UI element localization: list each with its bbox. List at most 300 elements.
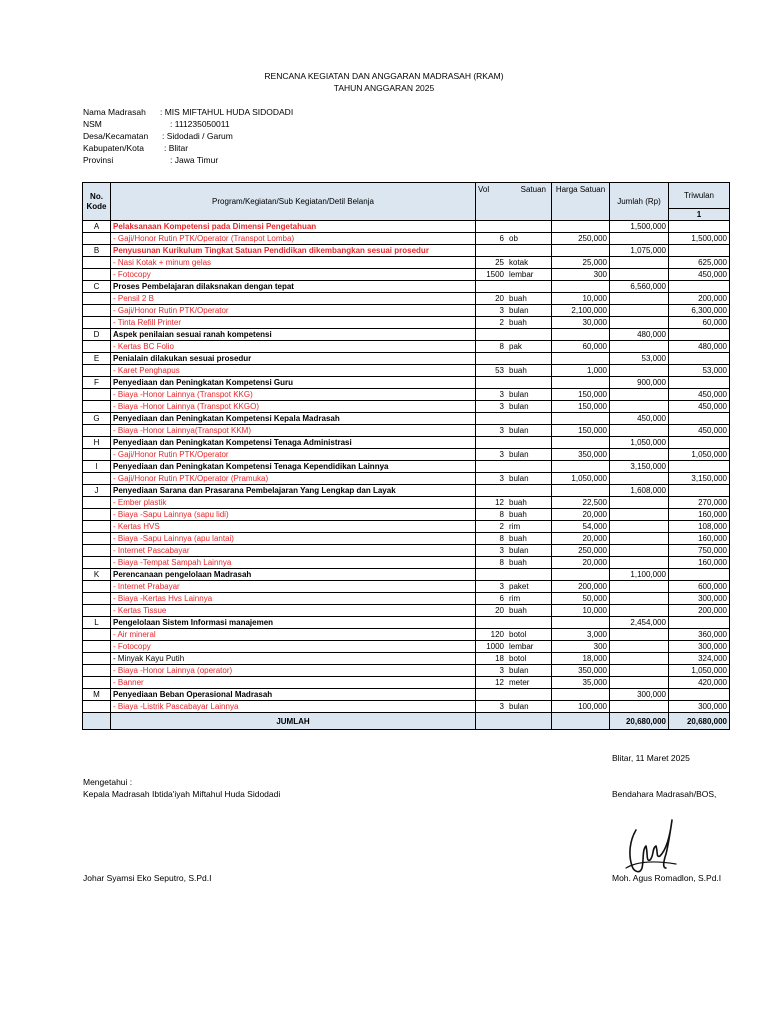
harga-cell [552,329,610,341]
kode-cell: F [83,377,111,389]
vol-value: 2 [499,522,504,531]
jumlah-cell: 1,500,000 [610,221,669,233]
program-cell: - Kertas HVS [111,521,476,533]
satuan-value: buah [509,606,527,615]
vol-cell [476,257,552,269]
kode-cell [83,449,111,461]
item-row [83,545,730,557]
triwulan-1-cell [669,617,730,629]
harga-cell: 250,000 [552,545,610,557]
triwulan-1-cell: 450,000 [669,401,730,413]
program-cell: Perencanaan pengelolaan Madrasah [111,569,476,581]
triwulan-1-cell: 53,000 [669,365,730,377]
kode-cell: L [83,617,111,629]
bendahara-title: Bendahara Madrasah/BOS, [612,789,717,799]
item-row [83,521,730,533]
satuan-value: bulan [509,306,529,315]
vol-cell [476,533,552,545]
jumlah-cell: 53,000 [610,353,669,365]
kode-cell [83,509,111,521]
vol-cell [476,377,552,389]
kode-cell: G [83,413,111,425]
bendahara-name: Moh. Agus Romadlon, S.Pd.I [612,873,722,883]
jumlah-cell: 300,000 [610,689,669,701]
satuan-value: kotak [509,258,529,267]
jumlah-cell [610,293,669,305]
jumlah-cell [610,401,669,413]
triwulan-1-cell: 450,000 [669,269,730,281]
program-cell: - Biaya -Kertas Hvs Lainnya [111,593,476,605]
triwulan-1-cell: 300,000 [669,641,730,653]
harga-cell: 350,000 [552,665,610,677]
satuan-value: buah [509,318,527,327]
jumlah-cell [610,365,669,377]
kode-cell [83,533,111,545]
jumlah-cell [610,545,669,557]
program-cell: Penyusunan Kurikulum Tingkat Satuan Pendidikan dikembangkan sesuai prosedur [111,245,476,257]
program-cell: - Kertas Tissue [111,605,476,617]
vol-cell [476,581,552,593]
total-harga-cell [552,713,610,730]
kode-cell [83,305,111,317]
satuan-value: bulan [509,390,529,399]
harga-cell: 18,000 [552,653,610,665]
triwulan-1-cell: 324,000 [669,653,730,665]
info-value: : Jawa Timur [170,155,219,165]
item-row [83,293,730,305]
harga-cell [552,569,610,581]
harga-cell: 10,000 [552,293,610,305]
satuan-value: bulan [509,474,529,483]
info-value: : Blitar [164,143,189,153]
vol-cell [476,437,552,449]
harga-cell: 200,000 [552,581,610,593]
header-vol: Vol [478,185,490,194]
kode-cell: M [83,689,111,701]
info-row-nama [83,106,294,118]
vol-value: 3 [499,426,504,435]
vol-value: 20 [495,606,504,615]
header-program: Program/Kegiatan/Sub Kegiatan/Detil Belanja [111,183,476,221]
triwulan-1-cell: 200,000 [669,605,730,617]
program-cell: - Fotocopy [111,269,476,281]
vol-cell [476,701,552,713]
jumlah-cell: 6,560,000 [610,281,669,293]
vol-value: 8 [499,342,504,351]
vol-value: 1000 [486,642,504,651]
vol-cell [476,677,552,689]
jumlah-cell [610,389,669,401]
info-row-desa [83,130,233,142]
header-triwulan-1: 1 [669,209,730,221]
kode-cell [83,389,111,401]
satuan-value: buah [509,558,527,567]
triwulan-1-cell: 600,000 [669,581,730,593]
vol-cell [476,485,552,497]
harga-cell: 2,100,000 [552,305,610,317]
satuan-value: bulan [509,450,529,459]
triwulan-1-cell: 1,050,000 [669,449,730,461]
kode-cell [83,593,111,605]
section-row [83,221,730,233]
harga-cell [552,245,610,257]
kode-cell [83,257,111,269]
program-cell: - Gaji/Honor Rutin PTK/Operator (Transpot Lomba) [111,233,476,245]
vol-cell [476,497,552,509]
jumlah-cell [610,497,669,509]
triwulan-1-cell: 300,000 [669,701,730,713]
vol-value: 3 [499,402,504,411]
vol-value: 53 [495,366,504,375]
kode-cell [83,497,111,509]
harga-cell [552,617,610,629]
info-row-provinsi [83,154,219,166]
harga-cell: 150,000 [552,389,610,401]
triwulan-1-cell: 60,000 [669,317,730,329]
vol-cell [476,509,552,521]
program-cell: Penyediaan dan Peningkatan Kompetensi Kepala Madrasah [111,413,476,425]
jumlah-cell [610,341,669,353]
vol-value: 2 [499,318,504,327]
kode-cell [83,701,111,713]
jumlah-cell: 1,075,000 [610,245,669,257]
jumlah-cell [610,701,669,713]
harga-cell [552,461,610,473]
vol-cell [476,281,552,293]
harga-cell: 1,000 [552,365,610,377]
document-title: RENCANA KEGIATAN DAN ANGGARAN MADRASAH (RKAM) [264,71,504,81]
program-cell: - Biaya -Listrik Pascabayar Lainnya [111,701,476,713]
harga-cell: 10,000 [552,605,610,617]
kode-cell [83,317,111,329]
program-cell: Penyediaan Sarana dan Prasarana Pembelajaran Yang Lengkap dan Layak [111,485,476,497]
jumlah-cell [610,605,669,617]
total-triwulan-1: 20,680,000 [669,713,730,730]
jumlah-cell [610,521,669,533]
satuan-value: buah [509,534,527,543]
vol-value: 8 [499,510,504,519]
kode-cell [83,425,111,437]
triwulan-1-cell: 750,000 [669,545,730,557]
harga-cell [552,353,610,365]
vol-value: 3 [499,546,504,555]
program-cell: Penyediaan dan Peningkatan Kompetensi Guru [111,377,476,389]
item-row [83,269,730,281]
kode-cell [83,473,111,485]
satuan-value: lembar [509,642,534,651]
harga-cell: 350,000 [552,449,610,461]
triwulan-1-cell: 160,000 [669,533,730,545]
kode-cell [83,629,111,641]
satuan-value: meter [509,678,530,687]
vol-value: 6 [499,594,504,603]
vol-value: 20 [495,294,504,303]
harga-cell: 3,000 [552,629,610,641]
item-row [83,509,730,521]
jumlah-cell [610,653,669,665]
item-row [83,593,730,605]
vol-cell [476,665,552,677]
jumlah-cell [610,629,669,641]
jumlah-cell [610,533,669,545]
item-row [83,581,730,593]
item-row [83,557,730,569]
info-label: Nama Madrasah [83,107,146,117]
section-row [83,353,730,365]
vol-value: 3 [499,450,504,459]
program-cell: - Biaya -Honor Lainnya (Transpot KKGO) [111,401,476,413]
kode-cell [83,293,111,305]
vol-cell [476,449,552,461]
kode-cell: B [83,245,111,257]
item-row [83,653,730,665]
jumlah-cell: 3,150,000 [610,461,669,473]
program-cell: - Fotocopy [111,641,476,653]
jumlah-cell: 1,050,000 [610,437,669,449]
header-triwulan: Triwulan [669,183,730,209]
program-cell: - Biaya -Honor Lainnya(Transpot KKM) [111,425,476,437]
kode-cell: K [83,569,111,581]
vol-cell [476,233,552,245]
harga-cell: 20,000 [552,557,610,569]
program-cell: Aspek penilaian sesuai ranah kompetensi [111,329,476,341]
program-cell: - Internet Prabayar [111,581,476,593]
kode-cell: E [83,353,111,365]
program-cell: - Minyak Kayu Putih [111,653,476,665]
harga-cell: 300 [552,641,610,653]
vol-cell [476,689,552,701]
vol-value: 3 [499,702,504,711]
program-cell: - Gaji/Honor Rutin PTK/Operator [111,449,476,461]
item-row [83,305,730,317]
harga-cell [552,221,610,233]
program-cell: - Biaya -Sapu Lainnya (sapu lidi) [111,509,476,521]
harga-cell: 50,000 [552,593,610,605]
jumlah-cell [610,473,669,485]
item-row [83,389,730,401]
jumlah-cell [610,557,669,569]
program-cell: - Karet Penghapus [111,365,476,377]
item-row [83,701,730,713]
vol-value: 8 [499,534,504,543]
kode-cell: C [83,281,111,293]
kode-cell [83,401,111,413]
harga-cell: 35,000 [552,677,610,689]
item-row [83,425,730,437]
satuan-value: rim [509,522,521,531]
jumlah-cell: 480,000 [610,329,669,341]
info-row-nsm [83,118,230,130]
triwulan-1-cell: 3,150,000 [669,473,730,485]
header-jumlah: Jumlah (Rp) [610,183,669,221]
jumlah-cell: 2,454,000 [610,617,669,629]
program-cell: Pelaksanaan Kompetensi pada Dimensi Pengetahuan [111,221,476,233]
program-cell: - Gaji/Honor Rutin PTK/Operator (Pramuka) [111,473,476,485]
kepala-name: Johar Syamsi Eko Seputro, S.Pd.I [83,873,212,883]
item-row [83,533,730,545]
vol-cell [476,269,552,281]
harga-cell [552,485,610,497]
harga-cell: 30,000 [552,317,610,329]
header-harga-satuan: Harga Satuan [552,183,610,221]
kode-cell: A [83,221,111,233]
vol-value: 3 [499,390,504,399]
item-row [83,605,730,617]
satuan-value: buah [509,294,527,303]
info-label: Kabupaten/Kota [83,143,144,153]
vol-cell [476,353,552,365]
vol-cell [476,413,552,425]
jumlah-cell [610,641,669,653]
vol-value: 3 [499,306,504,315]
kode-cell [83,605,111,617]
kode-cell [83,545,111,557]
section-row [83,377,730,389]
vol-cell [476,593,552,605]
vol-cell [476,317,552,329]
info-label: NSM [83,119,102,129]
vol-value: 3 [499,666,504,675]
kode-cell [83,233,111,245]
jumlah-cell: 450,000 [610,413,669,425]
kode-cell [83,521,111,533]
place-date: Blitar, 11 Maret 2025 [612,753,690,763]
header-vol-satuan [476,183,552,221]
section-row [83,485,730,497]
triwulan-1-cell: 270,000 [669,497,730,509]
triwulan-1-cell: 450,000 [669,425,730,437]
kode-cell [83,557,111,569]
triwulan-1-cell [669,329,730,341]
vol-cell [476,305,552,317]
jumlah-cell [610,665,669,677]
satuan-value: botol [509,630,527,639]
vol-value: 12 [495,678,504,687]
harga-cell [552,689,610,701]
vol-cell [476,653,552,665]
harga-cell: 100,000 [552,701,610,713]
program-cell: Penyediaan dan Peningkatan Kompetensi Tenaga Kependidikan Lainnya [111,461,476,473]
satuan-value: pak [509,342,522,351]
info-value: : Sidodadi / Garum [162,131,233,141]
harga-cell: 300 [552,269,610,281]
info-row-kabupaten [83,142,189,154]
mengetahui-label: Mengetahui : [83,777,133,787]
satuan-value: buah [509,366,527,375]
section-row [83,437,730,449]
section-row [83,689,730,701]
program-cell: - Nasi Kotak + minum gelas [111,257,476,269]
satuan-value: bulan [509,546,529,555]
section-row [83,569,730,581]
kode-cell [83,641,111,653]
budget-table [82,182,730,730]
program-cell: - Tinta Refill Printer [111,317,476,329]
item-row [83,317,730,329]
triwulan-1-cell [669,461,730,473]
program-cell: - Air mineral [111,629,476,641]
satuan-value: botol [509,654,527,663]
vol-cell [476,221,552,233]
harga-cell [552,377,610,389]
bendahara-signature [622,810,682,880]
kode-cell [83,581,111,593]
program-cell: - Banner [111,677,476,689]
item-row [83,497,730,509]
kode-cell: J [83,485,111,497]
satuan-value: lembar [509,270,534,279]
triwulan-1-cell [669,485,730,497]
jumlah-cell [610,581,669,593]
total-jumlah: 20,680,000 [610,713,669,730]
total-label: JUMLAH [111,713,476,730]
harga-cell: 25,000 [552,257,610,269]
item-row [83,341,730,353]
kepala-title: Kepala Madrasah Ibtida'iyah Miftahul Huda Sidodadi [83,789,281,799]
harga-cell: 250,000 [552,233,610,245]
triwulan-1-cell: 1,500,000 [669,233,730,245]
program-cell: - Biaya -Sapu Lainnya (apu lantai) [111,533,476,545]
jumlah-cell [610,593,669,605]
triwulan-1-cell: 420,000 [669,677,730,689]
vol-cell [476,245,552,257]
vol-cell [476,617,552,629]
harga-cell: 150,000 [552,425,610,437]
jumlah-cell [610,305,669,317]
triwulan-1-cell: 360,000 [669,629,730,641]
triwulan-1-cell: 160,000 [669,557,730,569]
triwulan-1-cell: 1,050,000 [669,665,730,677]
satuan-value: bulan [509,402,529,411]
vol-value: 12 [495,498,504,507]
satuan-value: bulan [509,666,529,675]
vol-cell [476,557,552,569]
program-cell: - Biaya -Tempat Sampah Lainnya [111,557,476,569]
school-info [83,106,294,166]
program-cell: - Internet Pascabayar [111,545,476,557]
jumlah-cell [610,233,669,245]
total-row [83,713,730,730]
item-row [83,257,730,269]
vol-cell [476,629,552,641]
triwulan-1-cell [669,569,730,581]
jumlah-cell [610,317,669,329]
program-cell: - Kertas BC Folio [111,341,476,353]
kode-cell: D [83,329,111,341]
jumlah-cell [610,257,669,269]
kode-cell [83,677,111,689]
info-label: Desa/Kecamatan [83,131,149,141]
budget-table-body [83,221,730,713]
kode-cell [83,665,111,677]
jumlah-cell: 1,608,000 [610,485,669,497]
kode-cell [83,365,111,377]
vol-value: 18 [495,654,504,663]
triwulan-1-cell: 480,000 [669,341,730,353]
item-row [83,365,730,377]
vol-cell [476,605,552,617]
item-row [83,677,730,689]
vol-cell [476,425,552,437]
harga-cell: 22,500 [552,497,610,509]
section-row [83,245,730,257]
triwulan-1-cell: 300,000 [669,593,730,605]
triwulan-1-cell [669,413,730,425]
vol-cell [476,569,552,581]
item-row [83,665,730,677]
harga-cell: 54,000 [552,521,610,533]
kode-cell: I [83,461,111,473]
